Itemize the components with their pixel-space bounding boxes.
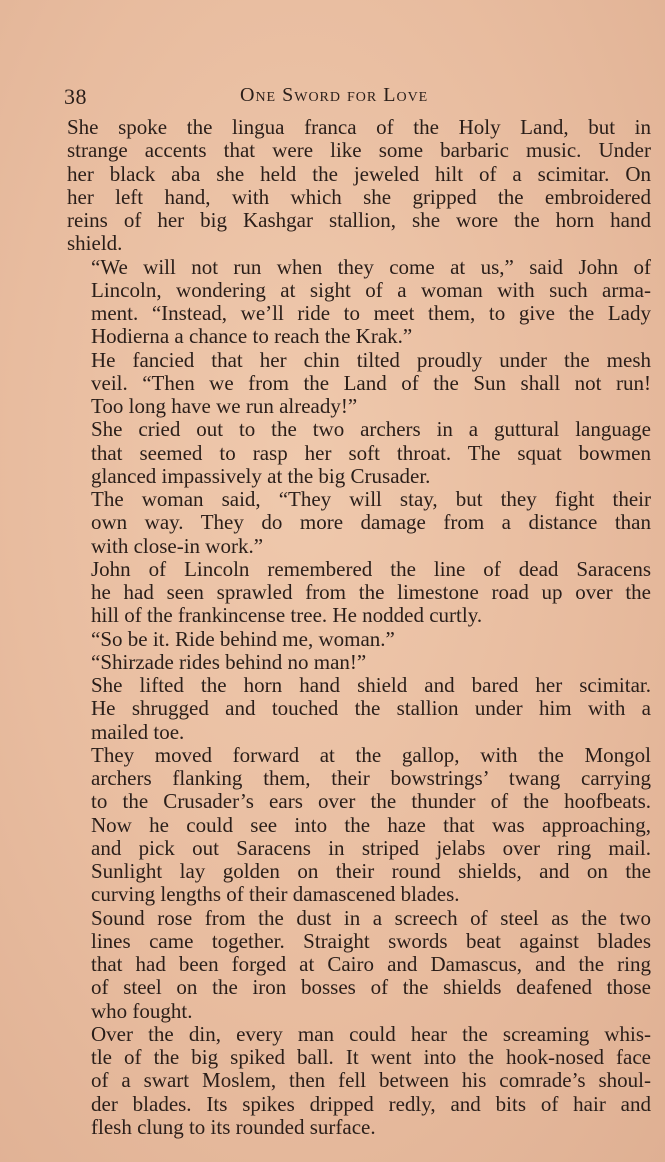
text-line: The woman said, “They will stay, but they fight their [91,487,651,511]
text-line: with close-in work.” [91,533,264,558]
running-head: One Sword for Love [240,84,429,106]
paragraph [67,628,651,651]
paragraph [67,907,651,1023]
text-line: He shrugged and touched the stallion under him with a [91,696,651,721]
text-line: “We will not run when they come at us,” said John of [91,254,651,279]
body-text [67,116,651,1139]
text-line: strange accents that were like some barbaric music. Under [67,138,651,163]
text-line: She lifted the horn hand shield and bared her scimitar. [91,673,651,697]
text-line: Sunlight lay golden on their round shields, and on the [91,859,651,883]
text-line: mailed toe. [91,719,185,744]
text-line: They moved forward at the gallop, with the Mongol [91,742,651,767]
text-line: She spoke the lingua franca of the Holy Land, but in [67,115,651,139]
text-line: Sound rose from the dust in a screech of steel as the two [91,905,651,930]
text-line: lines came together. Straight swords beat against blades [91,928,651,953]
text-line: glanced impassively at the big Crusader. [91,463,431,488]
text-line: He fancied that her chin tilted proudly under the mesh [91,347,651,372]
text-line: Over the din, every man could hear the screaming whis- [91,1021,651,1046]
page-header [62,84,622,114]
text-line: der blades. Its spikes dripped redly, and bits of hair and [91,1091,651,1116]
paragraph [67,1023,651,1139]
text-line: to the Crusader’s ears over the thunder of the hoofbeats. [91,789,651,814]
text-line: curving lengths of their damascened blades. [91,882,460,907]
text-line: Lincoln, wondering at sight of a woman with such arma- [91,277,651,302]
text-line: of steel on the iron bosses of the shields deafened those [91,975,651,1000]
text-line: and pick out Saracens in striped jelabs over ring mail. [91,835,651,860]
text-line: She cried out to the two archers in a guttural language [91,417,651,442]
text-line: he had seen sprawled from the limestone road up over the [91,580,651,604]
paragraph [67,349,651,419]
text-line: “Shirzade rides behind no man!” [91,649,367,674]
paragraph [67,558,651,628]
text-line: reins of her big Kashgar stallion, she wore the horn hand [67,208,651,232]
text-line: Hodierna a chance to reach the Krak.” [91,324,413,349]
text-line: archers flanking them, their bowstrings’ twang carrying [91,766,651,790]
paragraph [67,651,651,674]
paragraph [67,744,651,907]
paragraph [67,488,651,558]
text-line: tle of the big spiked ball. It went into the hook-nosed face [91,1045,651,1069]
text-line: “So be it. Ride behind me, woman.” [91,626,395,651]
paragraph [67,674,651,744]
text-line: of a swart Moslem, then fell between his comrade’s shoul- [91,1068,651,1093]
text-line: that seemed to rasp her soft throat. The squat bowmen [91,440,651,465]
text-line: Now he could see into the haze that was approaching, [91,812,651,837]
text-line: who fought. [91,998,193,1023]
text-line: veil. “Then we from the Land of the Sun shall not run! [91,370,651,395]
text-line: shield. [67,231,123,256]
text-line: that had been forged at Cairo and Damascus, and the ring [91,952,651,976]
text-line: own way. They do more damage from a distance than [91,510,651,535]
text-line: ment. “Instead, we’ll ride to meet them, to give the Lady [91,301,651,325]
text-line: flesh clung to its rounded surface. [91,1114,376,1139]
paragraph [67,116,651,256]
paragraph [67,256,651,349]
paragraph [67,418,651,488]
text-line: Too long have we run already!” [91,394,358,418]
text-line: John of Lincoln remembered the line of dead Saracens [91,556,651,581]
text-line: her black aba she held the jeweled hilt of a scimitar. On [67,161,651,186]
page-number: 38 [64,84,87,109]
text-line: hill of the frankincense tree. He nodded curtly. [91,603,483,628]
text-line: her left hand, with which she gripped the embroidered [67,184,651,209]
